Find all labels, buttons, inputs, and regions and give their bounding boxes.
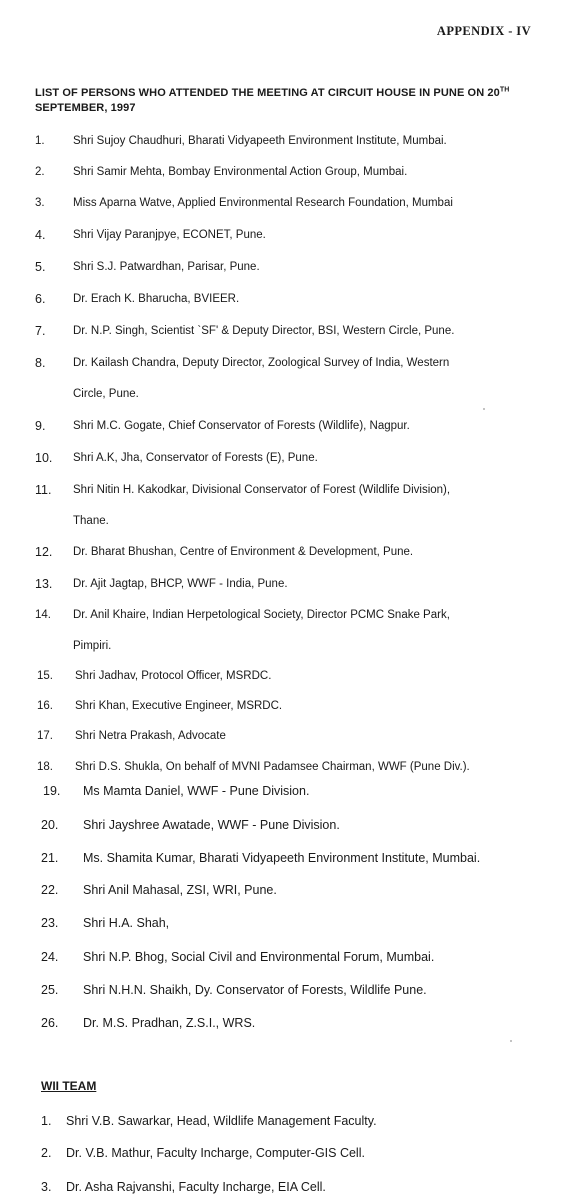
item-text: Shri V.B. Sawarkar, Head, Wildlife Management Faculty.	[66, 1114, 377, 1128]
item-number: 8.	[35, 356, 46, 370]
item-number: 3.	[41, 1180, 52, 1194]
item-text: Dr. N.P. Singh, Scientist `SF' & Deputy Director, BSI, Western Circle, Pune.	[73, 325, 455, 337]
item-text: Shri Netra Prakash, Advocate	[75, 730, 226, 742]
scan-speck	[510, 1040, 512, 1042]
item-number: 4.	[35, 228, 46, 242]
item-text: Shri Samir Mehta, Bombay Environmental Action Group, Mumbai.	[73, 166, 408, 178]
item-number: 3.	[35, 197, 45, 209]
item-number: 17.	[37, 730, 53, 742]
item-text: Shri S.J. Patwardhan, Parisar, Pune.	[73, 261, 260, 273]
item-number: 21.	[41, 851, 59, 865]
item-text: Shri N.P. Bhog, Social Civil and Environmental Forum, Mumbai.	[83, 950, 435, 964]
item-text: Dr. Bharat Bhushan, Centre of Environment & Development, Pune.	[73, 546, 414, 558]
item-text: Shri Khan, Executive Engineer, MSRDC.	[75, 700, 283, 712]
item-text: Dr. Erach K. Bharucha, BVIEER.	[73, 293, 240, 305]
item-number: 11.	[35, 483, 52, 497]
scan-speck	[483, 408, 485, 410]
item-text: Shri H.A. Shah,	[83, 916, 170, 930]
item-text: Shri Jadhav, Protocol Officer, MSRDC.	[75, 670, 272, 682]
heading-text: LIST OF PERSONS WHO ATTENDED THE MEETING AT CIRCUIT HOUSE IN PUNE ON 20	[35, 87, 500, 99]
item-number: 5.	[35, 260, 46, 274]
item-number: 25.	[41, 983, 59, 997]
item-text: Ms. Shamita Kumar, Bharati Vidyapeeth Environment Institute, Mumbai.	[83, 851, 481, 865]
appendix-label: APPENDIX - IV	[436, 24, 531, 38]
item-text: Shri D.S. Shukla, On behalf of MVNI Padamsee Chairman, WWF (Pune Div.).	[75, 761, 470, 773]
item-number: 20.	[41, 818, 59, 832]
item-text: Dr. Ajit Jagtap, BHCP, WWF - India, Pune.	[73, 578, 288, 590]
heading-superscript: TH	[499, 86, 510, 94]
item-number: 9.	[35, 419, 46, 433]
heading-date: SEPTEMBER, 1997	[35, 102, 136, 114]
item-number: 10.	[35, 451, 53, 465]
item-number: 12.	[35, 545, 53, 559]
item-number: 2.	[41, 1146, 52, 1160]
item-continuation: Pimpiri.	[73, 640, 112, 652]
item-continuation: Circle, Pune.	[73, 388, 139, 400]
item-text: Dr. Anil Khaire, Indian Herpetological Society, Director PCMC Snake Park,	[73, 609, 450, 621]
item-number: 13.	[35, 577, 53, 591]
item-text: Shri A.K, Jha, Conservator of Forests (E), Pune.	[73, 452, 318, 464]
item-text: Dr. V.B. Mathur, Faculty Incharge, Computer-GIS Cell.	[66, 1146, 365, 1160]
item-number: 19.	[43, 784, 61, 798]
item-text: Shri M.C. Gogate, Chief Conservator of Forests (Wildlife), Nagpur.	[73, 420, 410, 432]
item-text: Shri Nitin H. Kakodkar, Divisional Conservator of Forest (Wildlife Division),	[73, 484, 451, 496]
item-text: Dr. M.S. Pradhan, Z.S.I., WRS.	[83, 1016, 256, 1030]
item-number: 22.	[41, 883, 59, 897]
item-number: 18.	[37, 761, 53, 773]
item-text: Ms Mamta Daniel, WWF - Pune Division.	[83, 784, 310, 798]
item-number: 15.	[37, 670, 53, 682]
item-number: 2.	[35, 166, 45, 178]
item-text: Shri Vijay Paranjpye, ECONET, Pune.	[73, 229, 266, 241]
item-number: 7.	[35, 324, 46, 338]
item-text: Miss Aparna Watve, Applied Environmental Research Foundation, Mumbai	[73, 197, 453, 209]
item-number: 26.	[41, 1016, 59, 1030]
item-number: 1.	[35, 135, 45, 147]
item-number: 1.	[41, 1114, 52, 1128]
item-text: Dr. Kailash Chandra, Deputy Director, Zoological Survey of India, Western	[73, 357, 450, 369]
item-number: 14.	[35, 609, 51, 621]
item-text: Dr. Asha Rajvanshi, Faculty Incharge, EIA Cell.	[66, 1180, 326, 1194]
team-heading: WII TEAM	[41, 1079, 97, 1093]
item-number: 16.	[37, 700, 53, 712]
item-text: Shri Sujoy Chaudhuri, Bharati Vidyapeeth Environment Institute, Mumbai.	[73, 135, 447, 147]
item-number: 24.	[41, 950, 59, 964]
item-continuation: Thane.	[73, 515, 109, 527]
item-text: Shri Anil Mahasal, ZSI, WRI, Pune.	[83, 883, 277, 897]
item-number: 23.	[41, 916, 59, 930]
list-heading	[35, 86, 530, 116]
item-text: Shri N.H.N. Shaikh, Dy. Conservator of Forests, Wildlife Pune.	[83, 983, 427, 997]
item-number: 6.	[35, 292, 46, 306]
item-text: Shri Jayshree Awatade, WWF - Pune Division.	[83, 818, 340, 832]
